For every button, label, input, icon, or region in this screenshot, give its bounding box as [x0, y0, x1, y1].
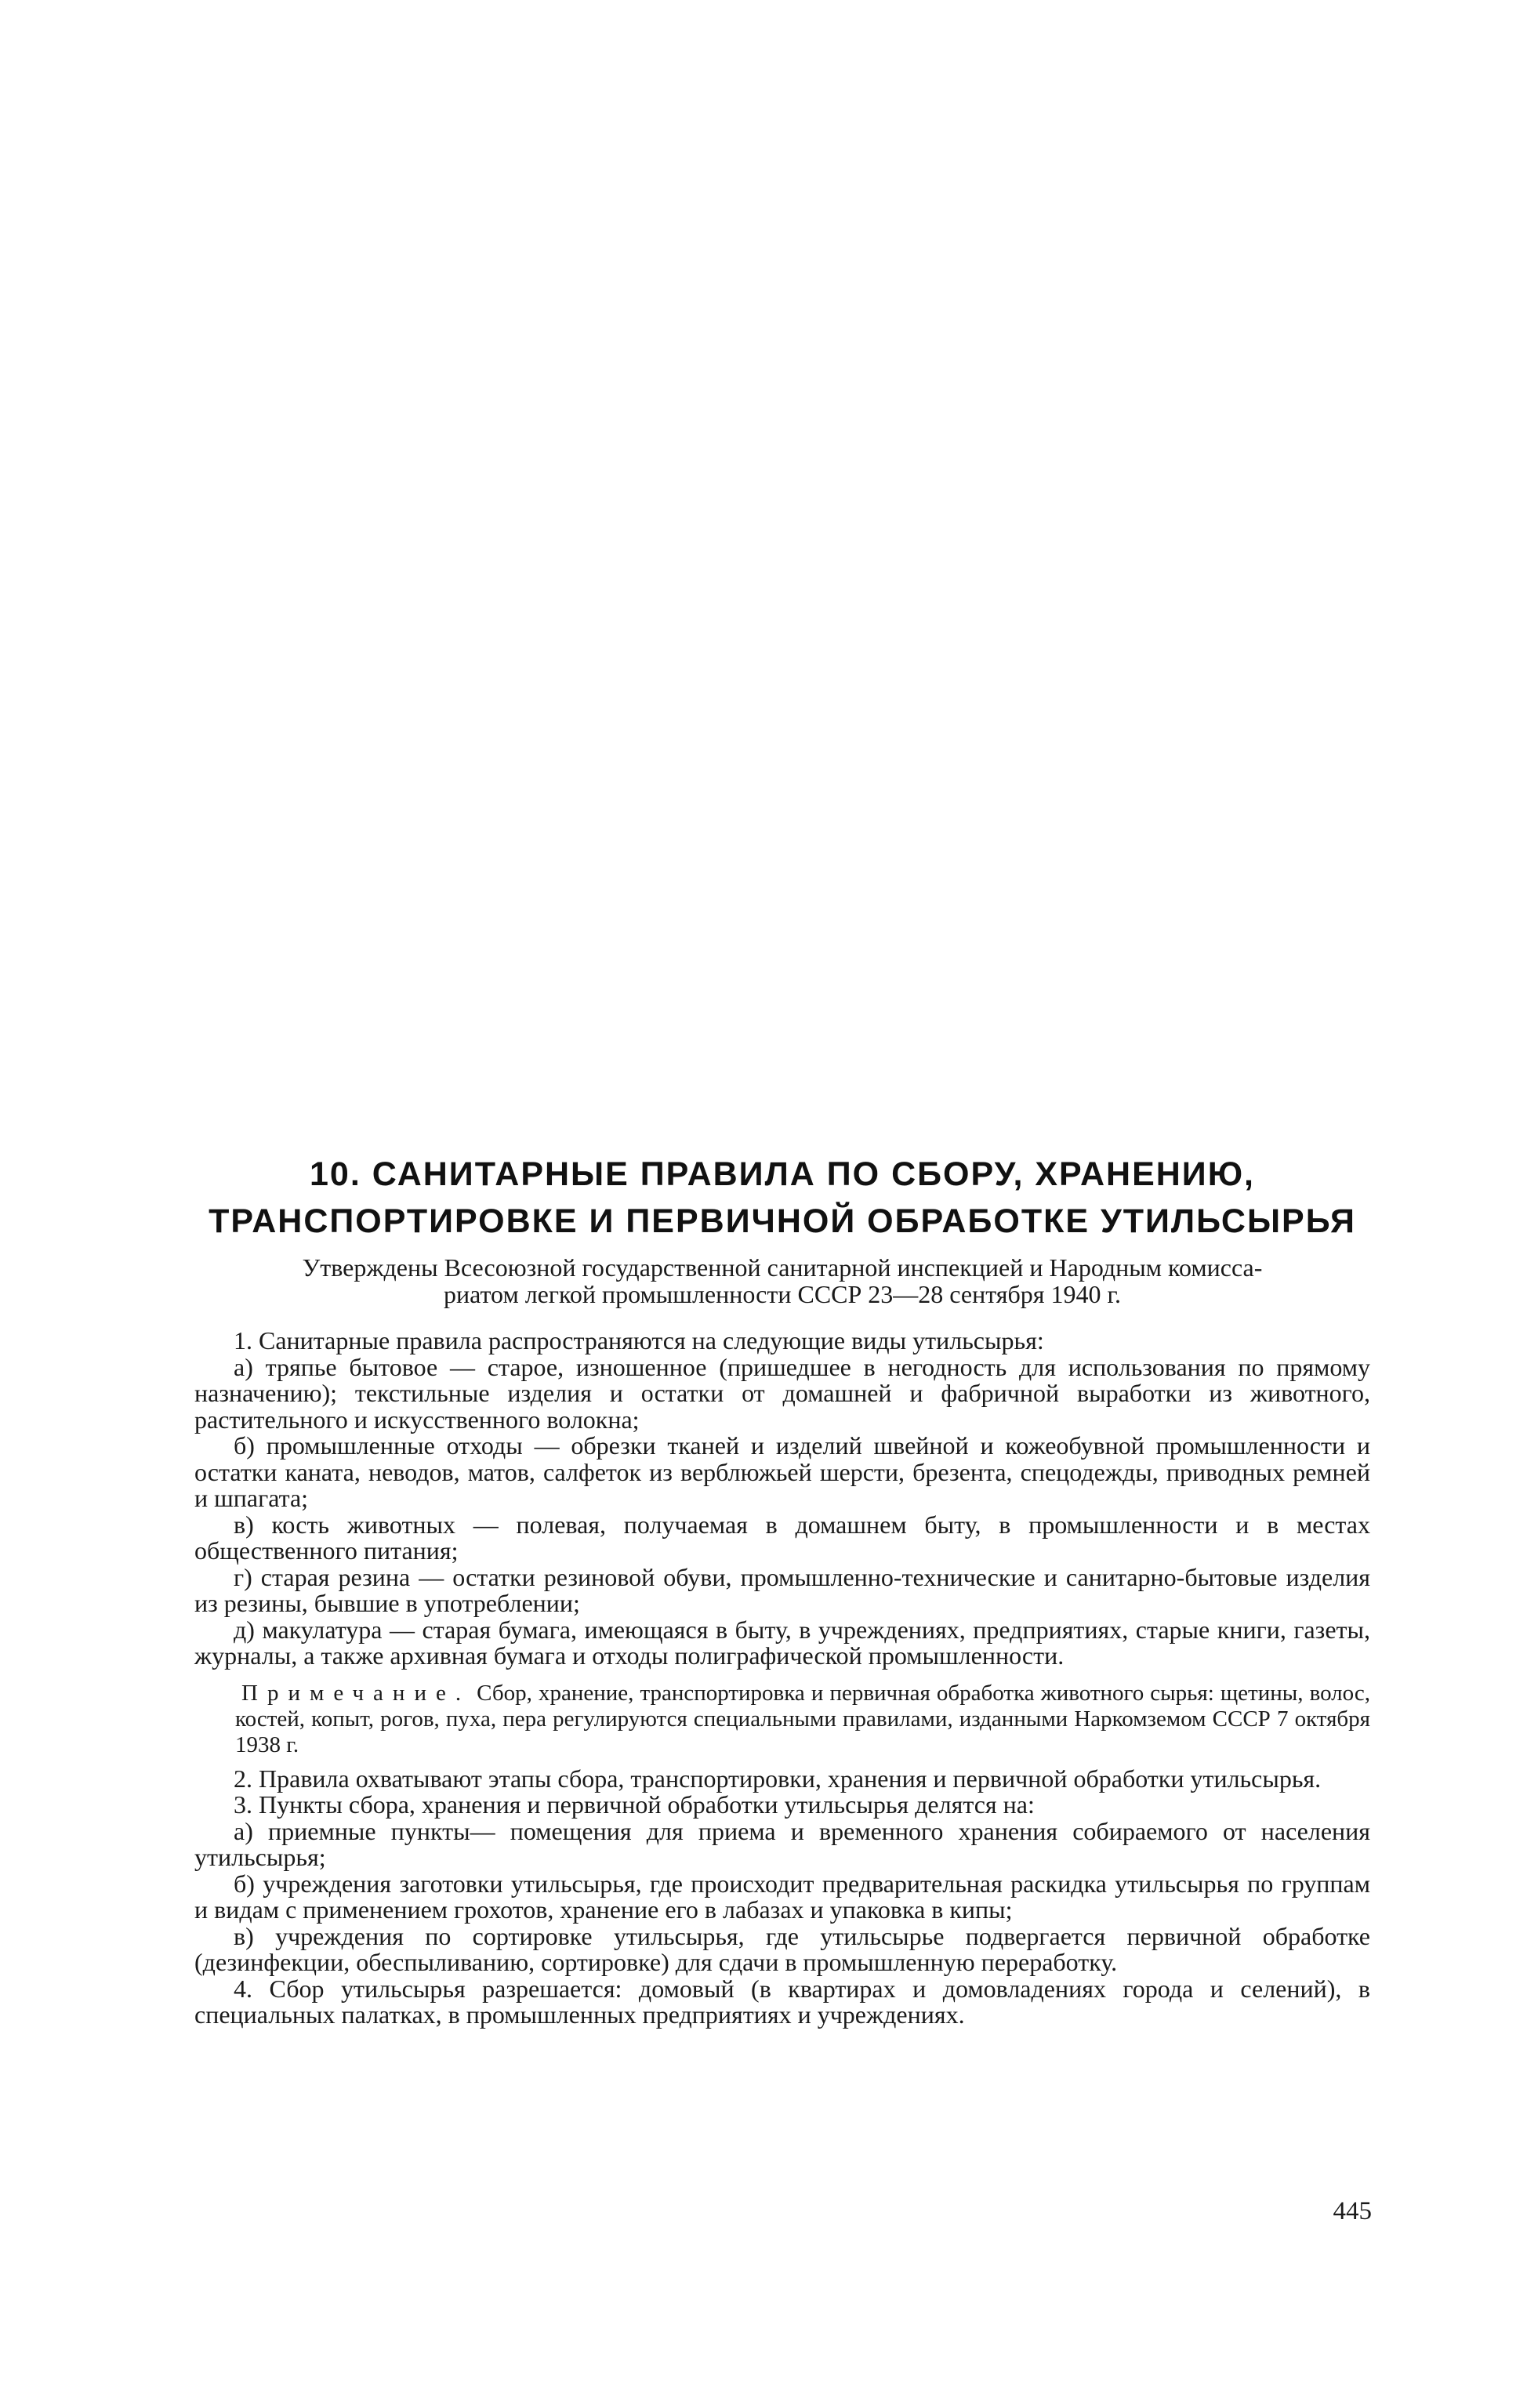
paragraph-1g: г) старая резина — остатки резиновой обуви, промышленно-технические и санитарно-бытовые изделия из резины, бывшие в употреблении;: [194, 1562, 1370, 1617]
paragraph-3: 3. Пункты сбора, хранения и первичной обработки утильсырья делятся на:: [234, 1790, 1035, 1819]
note-block: [194, 1681, 1370, 1758]
page-number: 445: [1333, 2197, 1372, 2225]
note-label: Примечание.: [241, 1680, 471, 1706]
paragraph-4: 4. Сбор утильсырья разрешается: домовый (в квартирах и домовладениях города и селений), в специальных палатках, в промышленных предприятиях и учреждениях.: [194, 1974, 1370, 2029]
approval-line-1: Утверждены Всесоюзной государственной санитарной инспекцией и Народным комисса-: [302, 1253, 1263, 1282]
paragraph-1a: а) тряпье бытовое — старое, изношенное (пришедшее в негодность для использования по прямому назначению); текстильные изделия и остатки от домашней и фабричной выработки из животного, растительного и искусственного волокна;: [194, 1352, 1370, 1434]
section-heading: [194, 1151, 1370, 1245]
paragraph-1: 1. Санитарные правила распространяются на следующие виды утильсырья:: [234, 1326, 1044, 1354]
paragraph-1d: д) макулатура — старая бумага, имеющаяся в быту, в учреждениях, предприятиях, старые книги, газеты, журналы, а также архивная бумага и отходы полиграфической промышленности.: [194, 1615, 1370, 1670]
approval-line-2: риатом легкой промышленности СССР 23—28 сентября 1940 г.: [443, 1280, 1122, 1308]
paragraph-3a: а) приемные пункты— помещения для приема и временного хранения собираемого от населения утильсырья;: [194, 1816, 1370, 1871]
paragraph-1v: в) кость животных — полевая, получаемая в домашнем быту, в промышленности и в местах общественного питания;: [194, 1510, 1370, 1565]
paragraph-3b: б) учреждения заготовки утильсырья, где происходит предварительная раскидка утильсырья по группам и видам с применением грохотов, хранение его в лабазах и упаковка в кипы;: [194, 1869, 1370, 1924]
paragraph-3v: в) учреждения по сортировке утильсырья, где утильсырье подвергается первичной обработке (дезинфекции, обеспыливанию, сортировке) для сдачи в промышленную переработку.: [194, 1921, 1370, 1976]
page-content: [194, 1151, 1370, 2029]
note-text: Сбор, хранение, транспортировка и первичная обработка животного сырья: щетины, волос, костей, копыт, рогов, пуха, пера регулируются специальными правилами, изданными Наркомземом СССР 7 октября 1938 г.: [235, 1680, 1370, 1757]
heading-line-1: 10. САНИТАРНЫЕ ПРАВИЛА ПО СБОРУ, ХРАНЕНИЮ,: [309, 1155, 1255, 1193]
paragraph-2: 2. Правила охватывают этапы сбора, транспортировки, хранения и первичной обработки утильсырья.: [234, 1764, 1322, 1793]
heading-line-2: ТРАНСПОРТИРОВКЕ И ПЕРВИЧНОЙ ОБРАБОТКЕ УТИЛЬСЫРЬЯ: [209, 1202, 1356, 1240]
body-text: [194, 1328, 1370, 2029]
paragraph-1b: б) промышленные отходы — обрезки тканей и изделий швейной и кожеобувной промышленности и остатки каната, неводов, матов, салфеток из верблюжьей шерсти, брезента, спецодежды, приводных ремней и шпагата;: [194, 1431, 1370, 1512]
approval-note: [194, 1254, 1370, 1307]
